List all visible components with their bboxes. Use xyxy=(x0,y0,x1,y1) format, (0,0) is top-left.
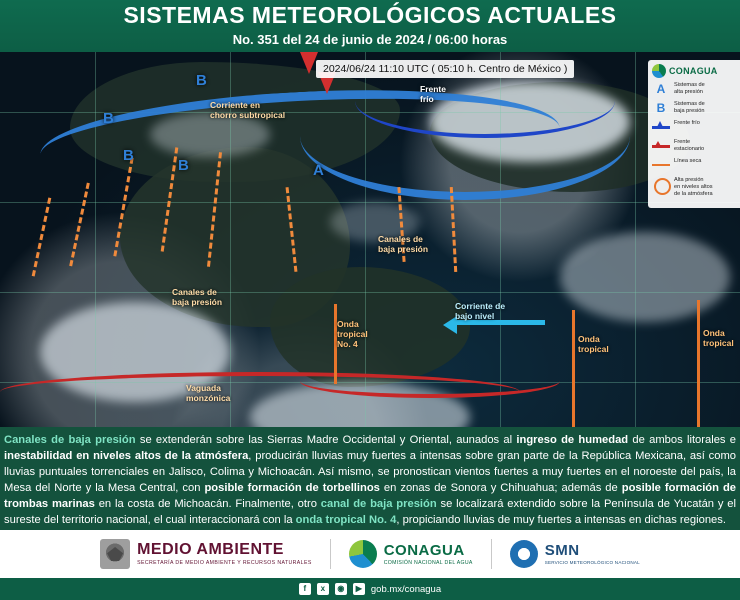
dry-line-icon xyxy=(652,158,670,172)
label-cold-front: Frente frío xyxy=(420,84,446,104)
grid-meridian xyxy=(635,52,636,427)
label-tropical-wave-center: Onda tropical xyxy=(578,334,609,354)
instagram-icon[interactable]: ◉ xyxy=(335,583,347,595)
legend-item-label: Frente frío xyxy=(674,120,700,126)
label-low-pressure-channel-east: Canales de baja presión xyxy=(378,234,429,254)
legend-item-label: Alta presión en niveles altos de la atmósfera xyxy=(674,177,713,197)
tropical-wave-axis-east xyxy=(697,300,700,427)
forecast-paragraph: Canales de baja presión se extenderán sobre las Sierras Madre Occidental y Oriental, aunados al ingreso de humedad de ambos litorales e inestabilidad en niveles altos de la atmósfera, producirán lluvias muy fuertes a intensas sobre gran parte de la República Mexicana, así como lluvias puntuales torrenciales en Jalisco, Colima y Michoacán. Así mismo, se pronostican vientos fuertes a muy fuertes en el noroeste del país, la Mesa del Norte y la Mesa Central, con posible formación de torbellinos en zonas de Sonora y Chihuahua; además de posible formación de trombas marinas en la costa de Michoacán. Finalmente, otro canal de baja presión se localizará extendido sobre la Península de Yucatán y el sureste del territorio nacional, el cual interaccionará con la onda tropical No. 4, propiciando lluvias de muy fuertes a intensas en dichas regiones. xyxy=(4,434,737,526)
facebook-icon[interactable]: f xyxy=(299,583,311,595)
legend-item-low-pressure xyxy=(652,101,736,115)
logo-subtitle: SERVICIO METEOROLÓGICO NACIONAL xyxy=(544,559,640,565)
legend-brand-label: CONAGUA xyxy=(669,66,718,76)
stationary-front-icon xyxy=(652,139,670,153)
legend-item-high-pressure xyxy=(652,82,736,96)
low-pressure-letter: B xyxy=(196,72,207,89)
legend-item-cold-front xyxy=(652,120,736,134)
low-pressure-letter: B xyxy=(103,110,114,127)
low-pressure-icon: B xyxy=(656,101,666,115)
bulletin-number-date: No. 351 del 24 de junio de 2024 / 06:00 horas xyxy=(232,32,508,47)
monsoon-trough-line-east xyxy=(300,364,560,398)
upper-level-high-icon xyxy=(652,177,670,191)
cold-front-icon xyxy=(652,120,670,134)
low-pressure-letter: B xyxy=(123,147,134,164)
legend-item-stationary-front xyxy=(652,139,736,153)
mexican-eagle-icon xyxy=(100,539,130,569)
logo-conagua xyxy=(331,540,491,568)
label-tropical-wave-east: Onda tropical xyxy=(703,328,734,348)
low-pressure-letter: B xyxy=(178,157,189,174)
footer-logos xyxy=(0,530,740,578)
tropical-wave-axis-center xyxy=(572,310,575,427)
legend-brand xyxy=(652,64,736,78)
header-bar xyxy=(0,0,740,52)
high-pressure-letter: A xyxy=(313,162,324,179)
page-title: SISTEMAS METEOROLÓGICOS ACTUALES xyxy=(123,2,617,28)
label-low-pressure-channel-west: Canales de baja presión xyxy=(172,287,223,307)
legend-item-label: Frente estacionario xyxy=(674,139,705,152)
map-legend xyxy=(648,60,740,208)
social-bar xyxy=(0,578,740,600)
grid-parallel xyxy=(0,292,740,293)
logo-subtitle: COMISIÓN NACIONAL DEL AGUA xyxy=(383,559,473,566)
logo-title: MEDIO AMBIENTE xyxy=(137,541,284,558)
grid-meridian xyxy=(95,52,96,427)
legend-item-dry-line xyxy=(652,158,736,172)
website-handle[interactable]: gob.mx/conagua xyxy=(370,583,442,595)
label-tropical-wave-no4: Onda tropical No. 4 xyxy=(337,319,368,349)
label-low-level-current: Corriente de bajo nivel xyxy=(455,301,506,321)
conagua-logo-icon xyxy=(652,64,666,78)
logo-medio-ambiente xyxy=(82,539,330,569)
cloud-mass-east xyxy=(560,232,730,322)
logo-subtitle: SECRETARÍA DE MEDIO AMBIENTE Y RECURSOS NATURALES xyxy=(137,560,312,566)
logo-title: SMN xyxy=(544,541,580,559)
satellite-timestamp: 2024/06/24 11:10 UTC ( 05:10 h. Centro de México ) xyxy=(316,60,574,78)
logo-title: CONAGUA xyxy=(383,541,465,559)
conagua-logo-icon xyxy=(349,540,377,568)
label-jet-stream: Corriente en chorro subtropical xyxy=(210,100,286,120)
grid-parallel xyxy=(0,202,740,203)
low-pressure-channel-dash xyxy=(32,198,52,277)
label-monsoon-trough: Vaguada monzónica xyxy=(186,383,231,403)
logo-smn xyxy=(492,540,658,568)
legend-item-label: Línea seca xyxy=(674,158,702,164)
legend-item-label: Sistemas de alta presión xyxy=(674,82,705,95)
legend-item-label: Sistemas de baja presión xyxy=(674,101,705,114)
smn-logo-icon xyxy=(510,540,538,568)
high-pressure-icon: A xyxy=(656,82,666,96)
legend-item-upper-high xyxy=(652,177,736,197)
low-pressure-channel-dash xyxy=(69,183,90,267)
x-icon[interactable]: x xyxy=(317,583,329,595)
satellite-map[interactable] xyxy=(0,52,740,427)
youtube-icon[interactable]: ▶ xyxy=(353,583,365,595)
